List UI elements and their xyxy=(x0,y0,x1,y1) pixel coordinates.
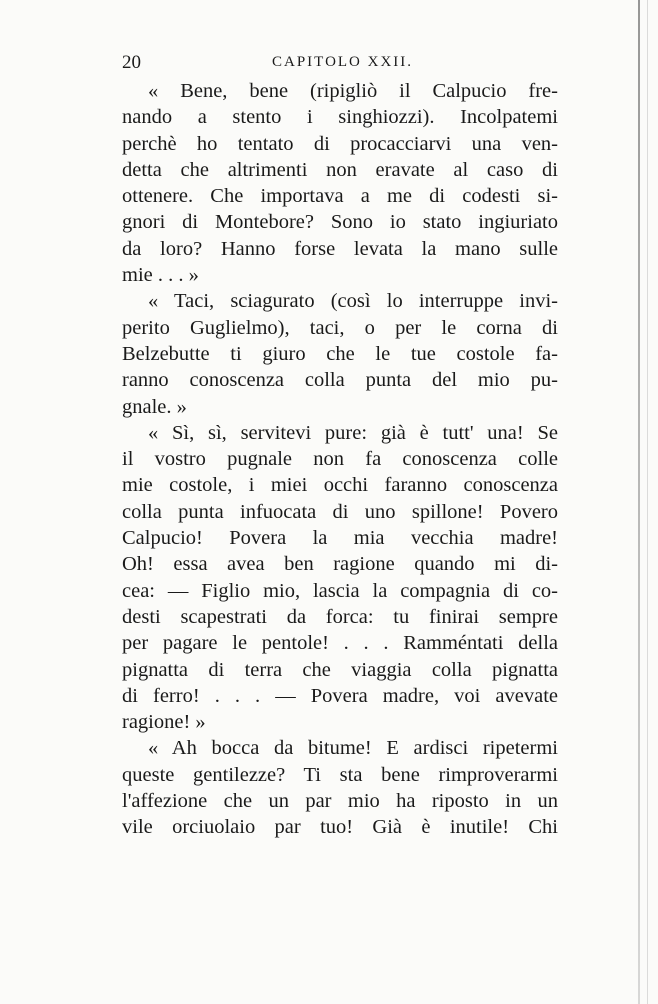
text-line: desti scapestrati da forca: tu finirai sempre xyxy=(122,605,558,628)
text-line: perito Guglielmo), taci, o per le corna di xyxy=(122,316,558,339)
text-line: Calpucio! Povera la mia vecchia madre! xyxy=(122,527,558,550)
text-line: detta che altrimenti non eravate al caso di xyxy=(122,158,558,181)
text-line: colla punta infuocata di uno spillone! Povero xyxy=(122,500,558,523)
text-line: « Bene, bene (ripigliò il Calpucio fre- xyxy=(148,80,558,102)
text-line: « Taci, sciagurato (così lo interruppe invi- xyxy=(148,290,558,313)
text-line: Oh! essa avea ben ragione quando mi di- xyxy=(122,553,558,576)
text-line: gnale. » xyxy=(122,395,187,418)
text-line: « Ah bocca da bitume! E ardisci ripetermi xyxy=(148,737,558,760)
text-line: l'affezione che un par mio ha riposto in un xyxy=(122,790,558,813)
text-line: mie . . . » xyxy=(122,264,199,287)
running-title: CAPITOLO XXII. xyxy=(272,54,414,70)
page-number: 20 xyxy=(122,52,141,73)
text-line: nando a stento i singhiozzi). Incolpatemi xyxy=(122,106,558,129)
text-line: pignatta di terra che viaggia colla pignatta xyxy=(122,658,558,681)
page-header xyxy=(122,52,562,74)
text-line: di ferro! . . . — Povera madre, voi avevate xyxy=(122,684,558,707)
text-line: vile orciuolaio par tuo! Già è inutile! Chi xyxy=(122,816,558,839)
text-line: mie costole, i miei occhi faranno conoscenza xyxy=(122,474,558,497)
text-line: per pagare le pentole! . . . Ramméntati della xyxy=(122,632,558,655)
text-line: gnori di Montebore? Sono io stato ingiuriato xyxy=(122,211,558,234)
text-line: queste gentilezze? Ti sta bene rimproverarmi xyxy=(122,763,558,786)
text-line: ottenere. Che importava a me di codesti si- xyxy=(122,185,558,208)
text-line: « Sì, sì, servitevi pure: già è tutt' una! Se xyxy=(148,421,558,444)
text-line: il vostro pugnale non fa conoscenza colle xyxy=(122,448,558,471)
text-line: ranno conoscenza colla punta del mio pu- xyxy=(122,369,558,392)
text-line: cea: — Figlio mio, lascia la compagnia di co- xyxy=(122,579,558,602)
text-line: ragione! » xyxy=(122,711,206,734)
text-line: Belzebutte ti giuro che le tue costole fa- xyxy=(122,342,558,365)
text-line: da loro? Hanno forse levata la mano sulle xyxy=(122,237,558,260)
page-edge-shadow xyxy=(638,0,640,1004)
text-line: perchè ho tentato di procacciarvi una ven- xyxy=(122,132,558,155)
body-text xyxy=(122,78,558,841)
page-edge-line xyxy=(647,0,648,1004)
